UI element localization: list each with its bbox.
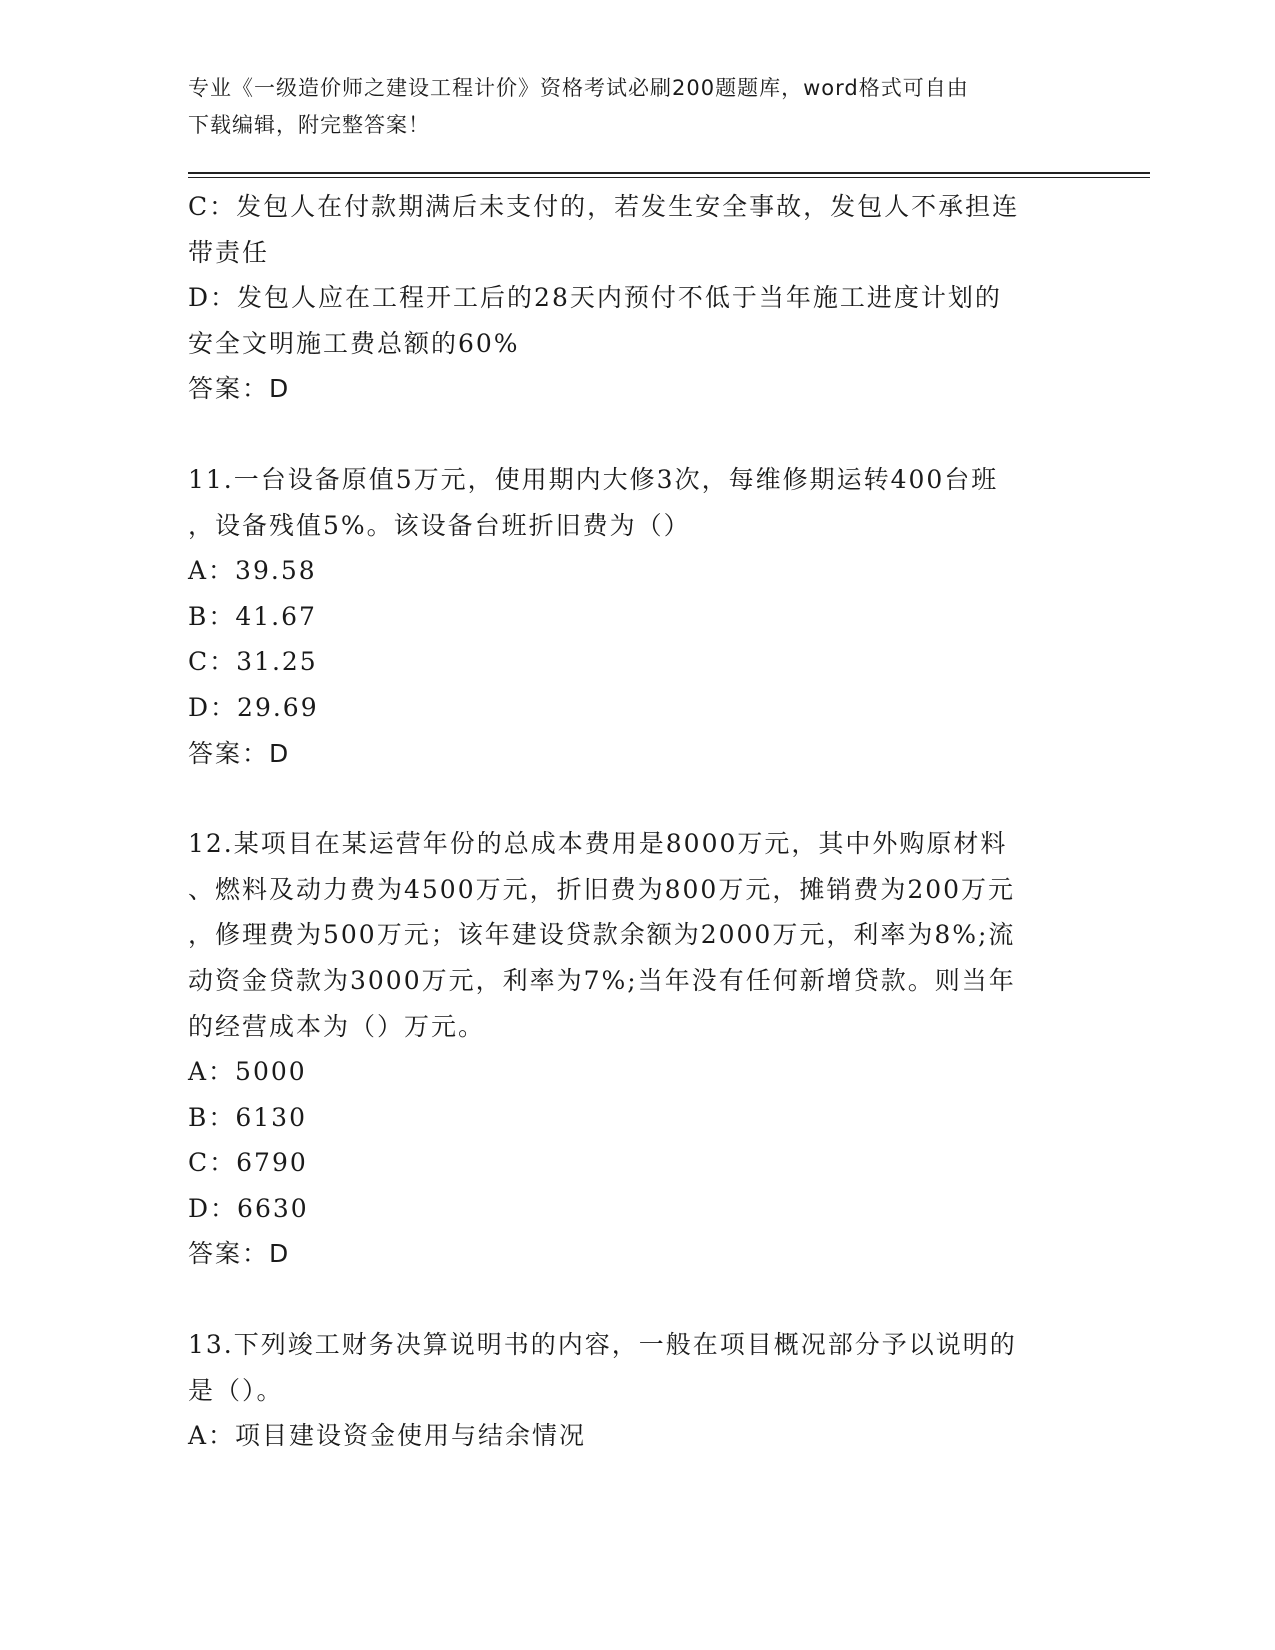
question-stem: 12.某项目在某运营年份的总成本费用是8000万元，其中外购原材料 xyxy=(188,829,1008,859)
answer-label: 答案：D xyxy=(188,1239,291,1269)
option-d: D：6630 xyxy=(188,1193,309,1223)
document-page xyxy=(188,70,1148,1459)
spacer xyxy=(188,776,1148,821)
question-block-12 xyxy=(188,821,1148,1277)
spacer xyxy=(188,1277,1148,1322)
answer-label: 答案：D xyxy=(188,374,291,404)
header-line: 下载编辑，附完整答案！ xyxy=(188,113,430,137)
header-divider xyxy=(188,172,1150,178)
option-a: A：39.58 xyxy=(188,556,317,586)
option-a: A：项目建设资金使用与结余情况 xyxy=(188,1421,587,1451)
question-stem: 11.一台设备原值5万元，使用期内大修3次，每维修期运转400台班 xyxy=(188,464,999,494)
spacer xyxy=(188,412,1148,457)
question-stem-continued: ，修理费为500万元；该年建设贷款余额为2000万元，利率为8%;流 xyxy=(188,920,1016,950)
option-c-continued: 带责任 xyxy=(188,237,270,267)
option-c: C：发包人在付款期满后未支付的，若发生安全事故，发包人不承担连 xyxy=(188,192,1020,221)
option-c: C：6790 xyxy=(188,1148,308,1178)
question-stem-continued: 的经营成本为（）万元。 xyxy=(188,1011,486,1041)
option-a: A：5000 xyxy=(188,1057,307,1087)
question-stem: 13.下列竣工财务决算说明书的内容，一般在项目概况部分予以说明的 xyxy=(188,1330,1017,1360)
question-stem-continued: 动资金贷款为3000万元，利率为7%;当年没有任何新增贷款。则当年 xyxy=(188,965,1016,995)
answer-label: 答案：D xyxy=(188,738,291,768)
page-header xyxy=(188,70,1068,144)
header-line: 专业《一级造价师之建设工程计价》资格考试必刷200题题库，word格式可自由 xyxy=(188,76,969,100)
option-d: D：29.69 xyxy=(188,692,319,722)
question-block-10 xyxy=(188,184,1148,412)
question-block-11 xyxy=(188,457,1148,776)
question-stem-continued: ，设备残值5%。该设备台班折旧费为（） xyxy=(188,510,691,540)
question-stem-continued: 、燃料及动力费为4500万元，折旧费为800万元，摊销费为200万元 xyxy=(188,874,1016,904)
option-d: D：发包人应在工程开工后的28天内预付不低于当年施工进度计划的 xyxy=(188,283,1002,313)
option-d-continued: 安全文明施工费总额的60% xyxy=(188,328,520,358)
question-stem-continued: 是（）。 xyxy=(188,1375,284,1405)
option-b: B：6130 xyxy=(188,1102,307,1132)
option-b: B：41.67 xyxy=(188,601,317,631)
option-c: C：31.25 xyxy=(188,647,318,677)
question-block-13 xyxy=(188,1322,1148,1459)
question-list xyxy=(188,184,1148,1459)
